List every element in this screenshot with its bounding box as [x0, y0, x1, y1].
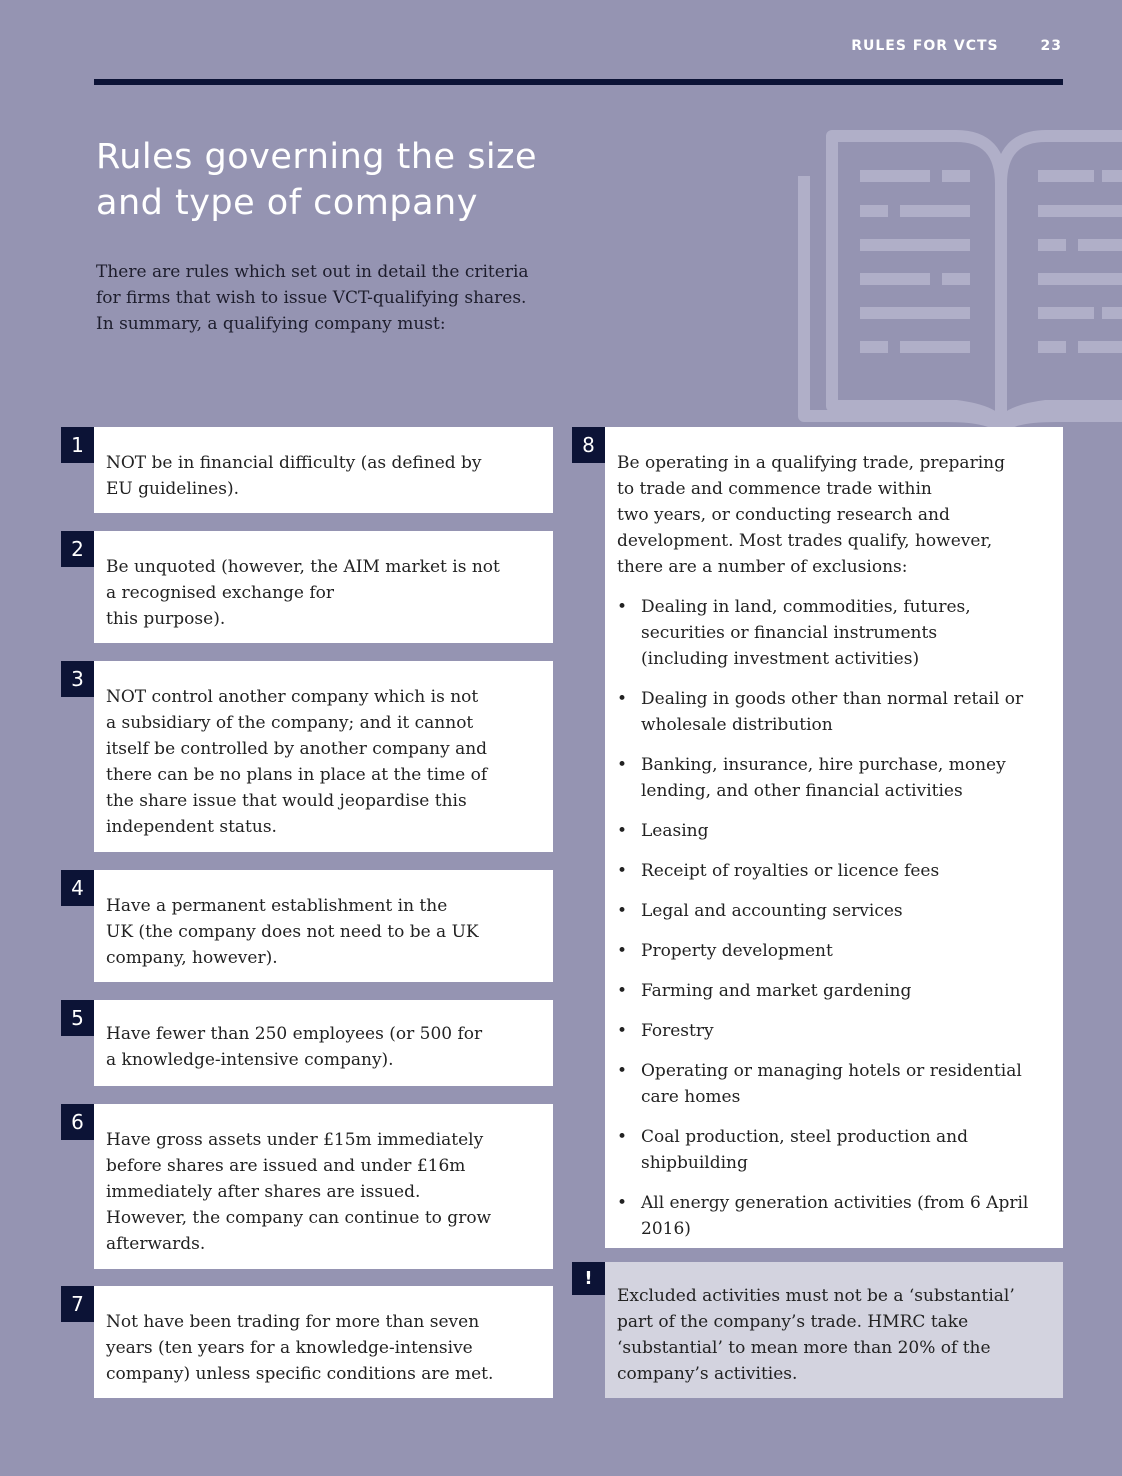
rule-line: company, however). [106, 948, 278, 968]
rule-line: Be operating in a qualifying trade, preparing [617, 453, 1005, 473]
rule-line: afterwards. [106, 1234, 206, 1254]
exclusion-item [617, 818, 1051, 844]
exclusion-item [617, 938, 1051, 964]
exclusion-line: Leasing [641, 821, 709, 841]
rule-card-4 [94, 870, 553, 982]
rule-line: NOT be in financial difficulty (as defined by [106, 453, 482, 473]
exclusion-line: Banking, insurance, hire purchase, money [641, 755, 1006, 775]
bullet: • [617, 821, 628, 841]
rule-line: company) unless specific conditions are met. [106, 1364, 494, 1384]
rule-line: However, the company can continue to grow [106, 1208, 492, 1228]
exclamation-icon: ! [572, 1262, 605, 1295]
intro-line: There are rules which set out in detail the criteria [96, 262, 529, 282]
bullet: • [617, 1061, 628, 1081]
exclusion-item [617, 1124, 1051, 1176]
rule-line: Not have been trading for more than seven [106, 1312, 480, 1332]
rule-number-badge: 7 [61, 1286, 94, 1322]
exclusion-item [617, 858, 1051, 884]
open-book-icon [796, 126, 1122, 446]
page-number: 23 [1040, 38, 1062, 54]
note-card [605, 1262, 1063, 1398]
bullet: • [617, 755, 628, 775]
title-line: and type of company [96, 183, 478, 223]
rule-number-badge: 8 [572, 427, 605, 463]
rule-card-7 [94, 1286, 553, 1398]
exclusion-item [617, 1058, 1051, 1110]
title-line: Rules governing the size [96, 137, 538, 177]
rule-line: Have gross assets under £15m immediately [106, 1130, 484, 1150]
rule-line: before shares are issued and under £16m [106, 1156, 466, 1176]
exclusion-line: (including investment activities) [641, 649, 920, 669]
exclusion-line: Dealing in goods other than normal retail or [641, 689, 1024, 709]
exclusion-item [617, 898, 1051, 924]
exclusion-line: securities or financial instruments [641, 623, 938, 643]
rule-line: NOT control another company which is not [106, 687, 479, 707]
note-line: part of the company’s trade. HMRC take [617, 1312, 969, 1332]
note-line: company’s activities. [617, 1364, 798, 1384]
rule-line: a knowledge-intensive company). [106, 1050, 394, 1070]
bullet: • [617, 1021, 628, 1041]
rule-line: Be unquoted (however, the AIM market is not [106, 557, 500, 577]
exclusion-item [617, 752, 1051, 804]
rule-line: a recognised exchange for [106, 583, 335, 603]
exclusion-item [617, 1190, 1051, 1242]
exclusion-line: shipbuilding [641, 1153, 748, 1173]
rule-line: the share issue that would jeopardise this [106, 791, 467, 811]
exclusion-line: lending, and other financial activities [641, 781, 963, 801]
exclusion-line: Farming and market gardening [641, 981, 912, 1001]
rule-line: years (ten years for a knowledge-intensive [106, 1338, 473, 1358]
note-line: Excluded activities must not be a ‘substantial’ [617, 1286, 1015, 1306]
bullet: • [617, 1127, 628, 1147]
rule-line: two years, or conducting research and [617, 505, 950, 525]
exclusion-line: Legal and accounting services [641, 901, 903, 921]
rule-number-badge: 2 [61, 531, 94, 567]
rule-line: to trade and commence trade within [617, 479, 932, 499]
rule-line: there are a number of exclusions: [617, 557, 908, 577]
exclusions-list [617, 594, 1051, 1242]
rule-line: a subsidiary of the company; and it cannot [106, 713, 474, 733]
section-title: RULES FOR VCTS [851, 38, 999, 54]
exclusion-line: care homes [641, 1087, 741, 1107]
header-rule [94, 79, 1063, 85]
rule-card-8 [605, 427, 1063, 1248]
rule-card-3 [94, 661, 553, 852]
exclusion-line: 2016) [641, 1219, 691, 1239]
intro-paragraph [96, 259, 616, 337]
exclusion-line: Operating or managing hotels or residential [641, 1061, 1022, 1081]
rule-number-badge: 1 [61, 427, 94, 463]
rule-line: there can be no plans in place at the time of [106, 765, 488, 785]
running-header [851, 38, 1062, 54]
rule-card-5 [94, 1000, 553, 1086]
rule-line: independent status. [106, 817, 277, 837]
rule-number-badge: 3 [61, 661, 94, 697]
bullet: • [617, 861, 628, 881]
exclusion-line: Dealing in land, commodities, futures, [641, 597, 971, 617]
rule-line: itself be controlled by another company and [106, 739, 488, 759]
bullet: • [617, 689, 628, 709]
bullet: • [617, 981, 628, 1001]
rule-line: immediately after shares are issued. [106, 1182, 421, 1202]
bullet: • [617, 901, 628, 921]
exclusion-item [617, 1018, 1051, 1044]
bullet: • [617, 1193, 628, 1213]
rule-line: Have a permanent establishment in the [106, 896, 448, 916]
exclusion-line: Forestry [641, 1021, 714, 1041]
page-title [96, 134, 616, 226]
exclusion-line: wholesale distribution [641, 715, 833, 735]
exclusion-line: Coal production, steel production and [641, 1127, 969, 1147]
rule-card-2 [94, 531, 553, 643]
rule-card-1 [94, 427, 553, 513]
rule-card-6 [94, 1104, 553, 1269]
exclusion-item [617, 978, 1051, 1004]
exclusion-line: Property development [641, 941, 833, 961]
bullet: • [617, 597, 628, 617]
exclusion-item [617, 686, 1051, 738]
exclusion-item [617, 594, 1051, 672]
rule-line: this purpose). [106, 609, 226, 629]
bullet: • [617, 941, 628, 961]
exclusion-line: Receipt of royalties or licence fees [641, 861, 940, 881]
rule-line: development. Most trades qualify, however, [617, 531, 993, 551]
intro-line: In summary, a qualifying company must: [96, 314, 446, 334]
intro-line: for firms that wish to issue VCT-qualifying shares. [96, 288, 527, 308]
exclusion-line: All energy generation activities (from 6 April [641, 1193, 1029, 1213]
note-line: ‘substantial’ to mean more than 20% of the [617, 1338, 991, 1358]
rule-number-badge: 4 [61, 870, 94, 906]
rule-line: UK (the company does not need to be a UK [106, 922, 479, 942]
rule-line: EU guidelines). [106, 479, 239, 499]
rule-line: Have fewer than 250 employees (or 500 for [106, 1024, 483, 1044]
rule-number-badge: 5 [61, 1000, 94, 1036]
rule-number-badge: 6 [61, 1104, 94, 1140]
